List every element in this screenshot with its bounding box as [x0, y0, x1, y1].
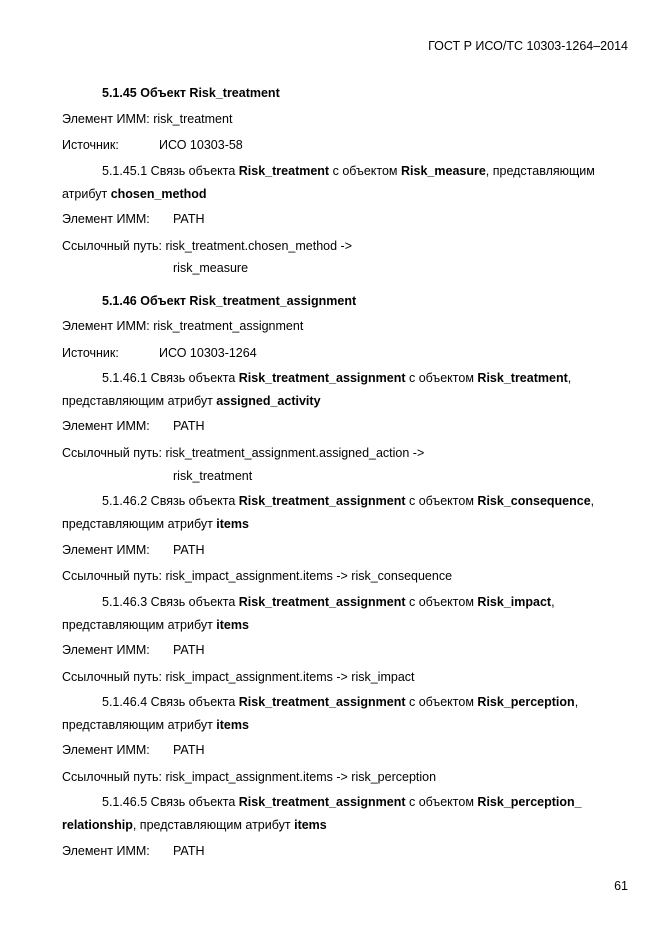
- page-number: 61: [614, 879, 628, 893]
- ref-path-line: Ссылочный путь: risk_impact_assignment.items -> risk_impact: [62, 670, 415, 684]
- source-value: ИСО 10303-58: [159, 138, 243, 152]
- document-header: ГОСТ Р ИСО/ТС 10303-1264–2014: [428, 39, 628, 53]
- element-imm-line: Элемент ИММ: PATH: [62, 643, 205, 657]
- element-imm-line: Элемент ИММ: risk_treatment_assignment: [62, 319, 304, 333]
- element-imm-label: Элемент ИММ:: [62, 112, 150, 126]
- relation-5-1-46-3: 5.1.46.3 Связь объекта Risk_treatment_assignment с объектом Risk_impact,: [102, 595, 555, 609]
- relation-5-1-45-1-cont: атрибут chosen_method: [62, 187, 207, 201]
- ref-path-line: Ссылочный путь: risk_treatment.chosen_method ->: [62, 239, 353, 253]
- section-title-5-1-45: 5.1.45 Объект Risk_treatment: [102, 86, 280, 100]
- relation-5-1-46-2-cont: представляющим атрибут items: [62, 517, 249, 531]
- relation-5-1-46-5: 5.1.46.5 Связь объекта Risk_treatment_assignment с объектом Risk_perception_: [102, 795, 582, 809]
- element-imm-line: Элемент ИММ: PATH: [62, 844, 205, 858]
- element-imm-line: Элемент ИММ: PATH: [62, 419, 205, 433]
- element-imm-line: Элемент ИММ: PATH: [62, 543, 205, 557]
- ref-path-line: Ссылочный путь: risk_impact_assignment.items -> risk_consequence: [62, 569, 453, 583]
- source-line: [62, 137, 631, 153]
- element-imm-line: [62, 111, 631, 127]
- element-imm-value: risk_treatment: [153, 112, 233, 126]
- relation-5-1-46-2: 5.1.46.2 Связь объекта Risk_treatment_assignment с объектом Risk_consequence,: [102, 494, 595, 508]
- ref-path-cont: risk_measure: [173, 261, 249, 275]
- source-label: Источник:: [62, 138, 119, 152]
- ref-path-line: Ссылочный путь: risk_treatment_assignment.assigned_action ->: [62, 446, 425, 460]
- section-title-5-1-46: 5.1.46 Объект Risk_treatment_assignment: [102, 294, 357, 308]
- relation-5-1-46-3-cont: представляющим атрибут items: [62, 618, 249, 632]
- element-imm-line: Элемент ИММ: PATH: [62, 743, 205, 757]
- relation-5-1-46-1: 5.1.46.1 Связь объекта Risk_treatment_assignment с объектом Risk_treatment,: [102, 371, 572, 385]
- element-imm-line: Элемент ИММ: PATH: [62, 212, 205, 226]
- ref-path-cont: risk_treatment: [173, 469, 253, 483]
- ref-path-line: Ссылочный путь: risk_impact_assignment.items -> risk_perception: [62, 770, 437, 784]
- relation-5-1-46-1-cont: представляющим атрибут assigned_activity: [62, 394, 321, 408]
- relation-5-1-45-1: 5.1.45.1 Связь объекта Risk_treatment с объектом Risk_measure, представляющим: [102, 164, 595, 178]
- relation-5-1-46-4-cont: представляющим атрибут items: [62, 718, 249, 732]
- relation-5-1-46-4: 5.1.46.4 Связь объекта Risk_treatment_assignment с объектом Risk_perception,: [102, 695, 579, 709]
- source-line: Источник: ИСО 10303-1264: [62, 346, 257, 360]
- relation-5-1-46-5-cont: relationship, представляющим атрибут items: [62, 818, 327, 832]
